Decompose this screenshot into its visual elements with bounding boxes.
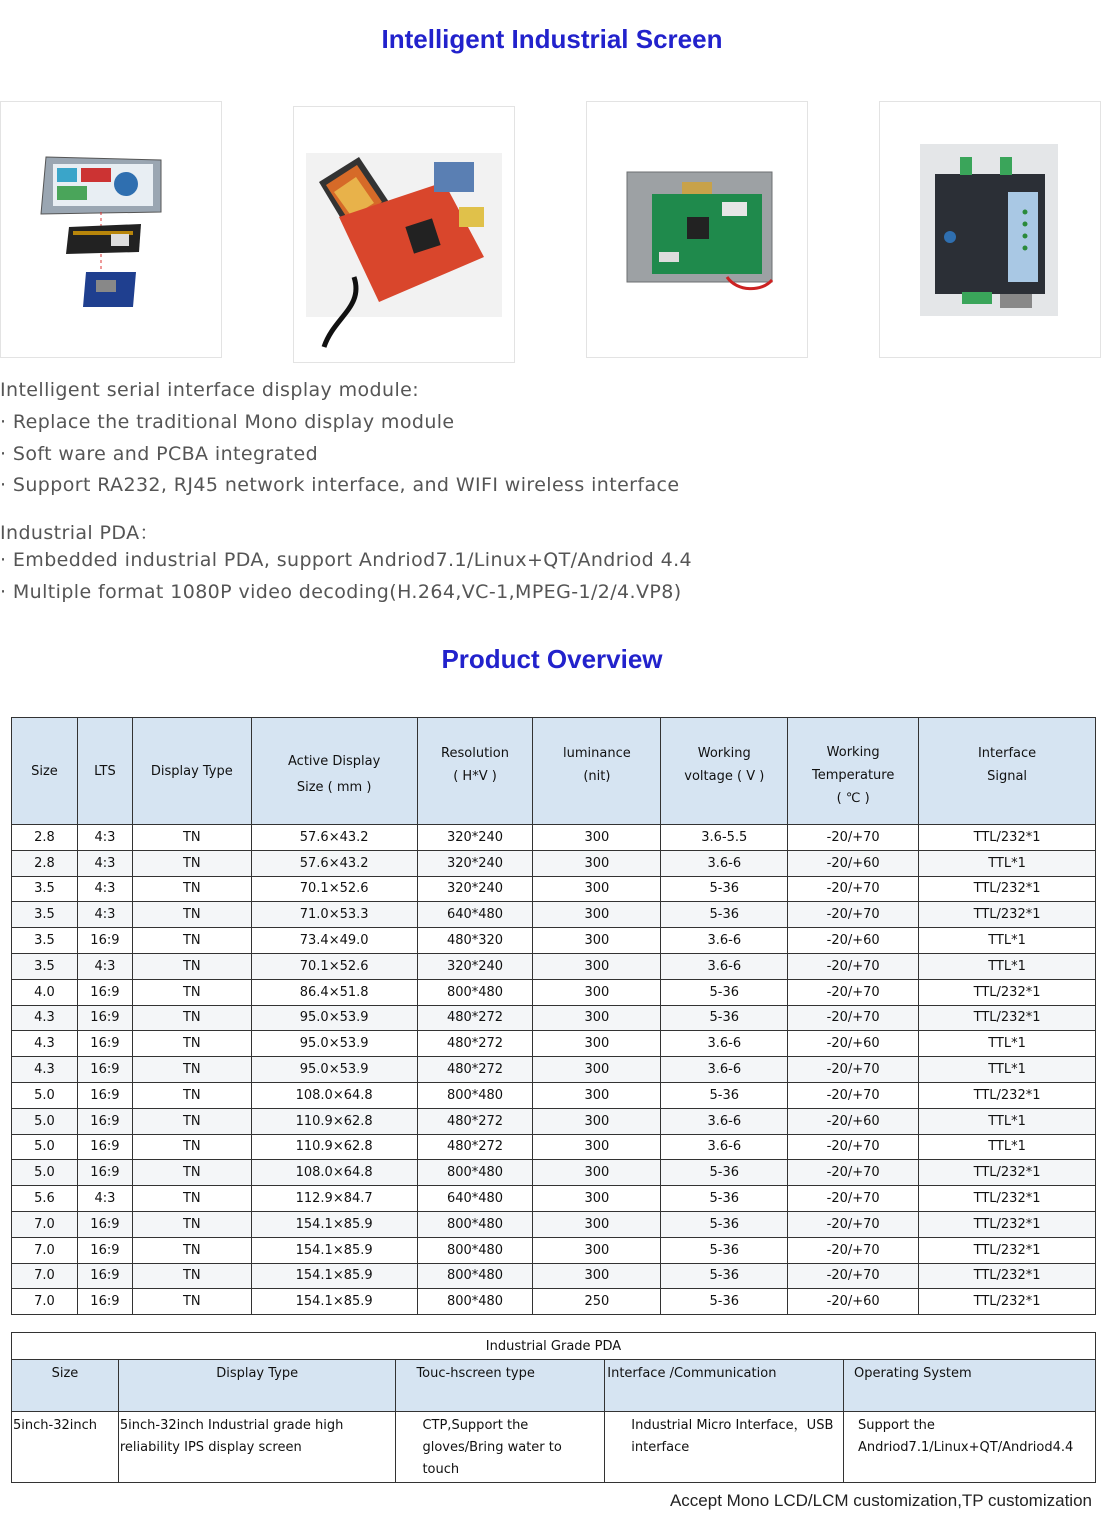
serial-module-heading: Intelligent serial interface display module: xyxy=(0,379,420,401)
spec-cell: 300 xyxy=(533,850,661,876)
spec-cell: TN xyxy=(132,979,251,1005)
spec-cell: 480*272 xyxy=(417,1031,533,1057)
spec-cell: 16:9 xyxy=(77,1108,132,1134)
spec-row xyxy=(12,1108,1096,1134)
spec-cell: TTL/232*1 xyxy=(919,979,1096,1005)
spec-cell: 2.8 xyxy=(12,850,78,876)
spec-cell: 300 xyxy=(533,979,661,1005)
spec-cell: TTL*1 xyxy=(919,1134,1096,1160)
pda-table-caption: Industrial Grade PDA xyxy=(12,1333,1096,1360)
spec-cell: 7.0 xyxy=(12,1211,78,1237)
header-display-type: Display Type xyxy=(132,718,251,825)
spec-cell: 300 xyxy=(533,1186,661,1212)
spec-cell: 250 xyxy=(533,1289,661,1315)
spec-cell: 300 xyxy=(533,1237,661,1263)
spec-cell: TTL*1 xyxy=(919,1057,1096,1083)
spec-row xyxy=(12,1186,1096,1212)
spec-cell: 5-36 xyxy=(661,1263,788,1289)
spec-cell: TTL/232*1 xyxy=(919,1005,1096,1031)
pda-header-size: Size xyxy=(12,1360,119,1412)
spec-cell: 110.9×62.8 xyxy=(251,1108,417,1134)
spec-cell: -20/+70 xyxy=(788,1237,919,1263)
spec-cell: -20/+70 xyxy=(788,902,919,928)
spec-cell: -20/+70 xyxy=(788,825,919,851)
spec-cell: TTL*1 xyxy=(919,953,1096,979)
spec-cell: 5-36 xyxy=(661,979,788,1005)
spec-cell: 320*240 xyxy=(417,876,533,902)
spec-cell: 300 xyxy=(533,1108,661,1134)
spec-cell: 5-36 xyxy=(661,876,788,902)
spec-cell: TTL*1 xyxy=(919,928,1096,954)
spec-cell: 4:3 xyxy=(77,953,132,979)
spec-cell: TN xyxy=(132,876,251,902)
spec-cell: TTL*1 xyxy=(919,1108,1096,1134)
spec-cell: TN xyxy=(132,1108,251,1134)
spec-cell: 300 xyxy=(533,1160,661,1186)
pda-header-display-type: Display Type xyxy=(118,1360,396,1412)
pda-data-row xyxy=(12,1412,1096,1483)
spec-cell: 300 xyxy=(533,902,661,928)
spec-cell: 300 xyxy=(533,1031,661,1057)
spec-cell: -20/+60 xyxy=(788,1289,919,1315)
spec-cell: 5-36 xyxy=(661,1160,788,1186)
spec-cell: -20/+70 xyxy=(788,979,919,1005)
spec-cell: 16:9 xyxy=(77,1160,132,1186)
pda-header-touchscreen-type: Touc-hscreen type xyxy=(396,1360,605,1412)
spec-cell: TN xyxy=(132,1289,251,1315)
spec-cell: 300 xyxy=(533,1211,661,1237)
spec-cell: 154.1×85.9 xyxy=(251,1237,417,1263)
spec-cell: 300 xyxy=(533,876,661,902)
spec-row xyxy=(12,850,1096,876)
spec-cell: TN xyxy=(132,850,251,876)
spec-cell: 70.1×52.6 xyxy=(251,953,417,979)
spec-cell: 16:9 xyxy=(77,1289,132,1315)
spec-cell: 5-36 xyxy=(661,1005,788,1031)
spec-cell: 800*480 xyxy=(417,1082,533,1108)
spec-cell: 16:9 xyxy=(77,1057,132,1083)
spec-cell: 7.0 xyxy=(12,1263,78,1289)
spec-row xyxy=(12,902,1096,928)
spec-row xyxy=(12,1211,1096,1237)
spec-cell: 800*480 xyxy=(417,1289,533,1315)
spec-cell: 800*480 xyxy=(417,979,533,1005)
spec-cell: 5.0 xyxy=(12,1160,78,1186)
spec-cell: 480*272 xyxy=(417,1057,533,1083)
spec-cell: TN xyxy=(132,1160,251,1186)
spec-cell: -20/+70 xyxy=(788,1082,919,1108)
spec-cell: -20/+60 xyxy=(788,928,919,954)
spec-cell: TTL/232*1 xyxy=(919,1160,1096,1186)
spec-cell: 4:3 xyxy=(77,850,132,876)
spec-cell: 4.3 xyxy=(12,1057,78,1083)
pda-cell-interface: Industrial Micro Interface，USB interface xyxy=(605,1412,844,1483)
spec-cell: TN xyxy=(132,1186,251,1212)
product-overview-title: Product Overview xyxy=(441,644,663,674)
spec-cell: -20/+70 xyxy=(788,1211,919,1237)
pda-header-operating-system: Operating System xyxy=(844,1360,1096,1412)
pda-intro-heading: Industrial PDA： xyxy=(0,522,159,544)
spec-cell: 3.6-6 xyxy=(661,1108,788,1134)
spec-cell: -20/+70 xyxy=(788,1057,919,1083)
spec-cell: -20/+70 xyxy=(788,1005,919,1031)
spec-cell: 3.6-6 xyxy=(661,928,788,954)
spec-cell: 108.0×64.8 xyxy=(251,1082,417,1108)
header-resolution: Resolution ( H*V ) xyxy=(417,718,533,825)
spec-cell: 320*240 xyxy=(417,850,533,876)
spec-cell: 3.6-6 xyxy=(661,850,788,876)
spec-cell: 86.4×51.8 xyxy=(251,979,417,1005)
spec-cell: 5-36 xyxy=(661,1186,788,1212)
serial-module-bullet: · Support RA232, RJ45 network interface, and WIFI wireless interface xyxy=(0,474,680,496)
header-working-voltage: Working voltage ( V ) xyxy=(661,718,788,825)
spec-row xyxy=(12,1134,1096,1160)
spec-cell: 3.5 xyxy=(12,902,78,928)
spec-cell: TN xyxy=(132,1005,251,1031)
spec-cell: TTL/232*1 xyxy=(919,876,1096,902)
header-working-temperature: Working Temperature ( ℃ ) xyxy=(788,718,919,825)
spec-cell: 320*240 xyxy=(417,825,533,851)
spec-cell: 16:9 xyxy=(77,1134,132,1160)
spec-cell: 800*480 xyxy=(417,1211,533,1237)
pda-cell-size: 5inch-32inch xyxy=(12,1412,119,1483)
spec-cell: 16:9 xyxy=(77,1031,132,1057)
spec-cell: 3.5 xyxy=(12,953,78,979)
spec-cell: 3.6-6 xyxy=(661,1057,788,1083)
spec-cell: 3.6-5.5 xyxy=(661,825,788,851)
spec-cell: TN xyxy=(132,825,251,851)
spec-cell: 480*320 xyxy=(417,928,533,954)
spec-cell: 800*480 xyxy=(417,1237,533,1263)
spec-cell: 3.5 xyxy=(12,928,78,954)
photo-tft-dev-board xyxy=(293,106,515,363)
spec-cell: -20/+70 xyxy=(788,1134,919,1160)
spec-cell: 57.6×43.2 xyxy=(251,825,417,851)
spec-cell: 154.1×85.9 xyxy=(251,1211,417,1237)
spec-cell: 4:3 xyxy=(77,876,132,902)
spec-row xyxy=(12,1005,1096,1031)
spec-cell: TTL/232*1 xyxy=(919,1237,1096,1263)
spec-cell: 5-36 xyxy=(661,1237,788,1263)
spec-table xyxy=(11,717,1096,1315)
spec-cell: -20/+60 xyxy=(788,1031,919,1057)
pda-table xyxy=(11,1332,1096,1483)
spec-cell: 5-36 xyxy=(661,1082,788,1108)
spec-cell: -20/+70 xyxy=(788,953,919,979)
pda-header-row xyxy=(12,1360,1096,1412)
spec-cell: 4.3 xyxy=(12,1005,78,1031)
spec-cell: 480*272 xyxy=(417,1005,533,1031)
spec-cell: 300 xyxy=(533,953,661,979)
spec-cell: 5.0 xyxy=(12,1082,78,1108)
spec-cell: -20/+70 xyxy=(788,1160,919,1186)
spec-cell: 4:3 xyxy=(77,902,132,928)
spec-cell: 71.0×53.3 xyxy=(251,902,417,928)
spec-cell: TN xyxy=(132,1031,251,1057)
spec-cell: TN xyxy=(132,1237,251,1263)
pda-cell-display-type: 5inch-32inch Industrial grade high reliability IPS display screen xyxy=(118,1412,396,1483)
header-luminance: luminance (nit) xyxy=(533,718,661,825)
spec-cell: 480*272 xyxy=(417,1108,533,1134)
header-size: Size xyxy=(12,718,78,825)
spec-row xyxy=(12,1082,1096,1108)
spec-cell: 300 xyxy=(533,1134,661,1160)
spec-cell: TTL/232*1 xyxy=(919,825,1096,851)
spec-cell: 16:9 xyxy=(77,1005,132,1031)
spec-row xyxy=(12,1160,1096,1186)
spec-cell: -20/+70 xyxy=(788,1186,919,1212)
pda-intro-bullet: · Embedded industrial PDA, support Andriod7.1/Linux+QT/Andriod 4.4 xyxy=(0,549,692,571)
spec-cell: TN xyxy=(132,1082,251,1108)
spec-cell: 300 xyxy=(533,928,661,954)
header-lts: LTS xyxy=(77,718,132,825)
spec-cell: 640*480 xyxy=(417,1186,533,1212)
spec-cell: TTL/232*1 xyxy=(919,1186,1096,1212)
spec-cell: 5.6 xyxy=(12,1186,78,1212)
spec-row xyxy=(12,979,1096,1005)
spec-cell: -20/+70 xyxy=(788,1263,919,1289)
spec-row xyxy=(12,1289,1096,1315)
spec-cell: 112.9×84.7 xyxy=(251,1186,417,1212)
spec-cell: 5-36 xyxy=(661,1289,788,1315)
pda-header-interface: Interface /Communication xyxy=(605,1360,844,1412)
photo-industrial-display-stack xyxy=(0,101,222,358)
spec-cell: TN xyxy=(132,1134,251,1160)
spec-cell: 16:9 xyxy=(77,979,132,1005)
photo-serial-wifi-converter xyxy=(879,101,1101,358)
spec-cell: 95.0×53.9 xyxy=(251,1005,417,1031)
spec-cell: TTL/232*1 xyxy=(919,1263,1096,1289)
spec-cell: 4:3 xyxy=(77,1186,132,1212)
spec-cell: TTL/232*1 xyxy=(919,902,1096,928)
spec-cell: 3.6-6 xyxy=(661,1031,788,1057)
spec-cell: TTL/232*1 xyxy=(919,1289,1096,1315)
customization-note: Accept Mono LCD/LCM customization,TP customization xyxy=(669,1491,1092,1510)
spec-cell: 800*480 xyxy=(417,1263,533,1289)
spec-cell: 300 xyxy=(533,1057,661,1083)
page-title: Intelligent Industrial Screen xyxy=(381,24,723,54)
spec-cell: 110.9×62.8 xyxy=(251,1134,417,1160)
spec-cell: 4:3 xyxy=(77,825,132,851)
spec-cell: 300 xyxy=(533,1005,661,1031)
spec-cell: 5-36 xyxy=(661,902,788,928)
spec-cell: 95.0×53.9 xyxy=(251,1031,417,1057)
spec-cell: 5.0 xyxy=(12,1108,78,1134)
spec-row xyxy=(12,1057,1096,1083)
spec-cell: -20/+60 xyxy=(788,1108,919,1134)
header-interface-signal: Interface Signal xyxy=(919,718,1096,825)
spec-cell: 480*272 xyxy=(417,1134,533,1160)
photo-lcd-panel-with-pcba xyxy=(586,101,808,358)
spec-cell: TTL/232*1 xyxy=(919,1211,1096,1237)
spec-row xyxy=(12,825,1096,851)
spec-cell: 800*480 xyxy=(417,1160,533,1186)
spec-cell: 108.0×64.8 xyxy=(251,1160,417,1186)
spec-cell: 16:9 xyxy=(77,1263,132,1289)
spec-cell: 16:9 xyxy=(77,1082,132,1108)
spec-row xyxy=(12,953,1096,979)
spec-cell: TTL/232*1 xyxy=(919,1082,1096,1108)
spec-cell: 640*480 xyxy=(417,902,533,928)
serial-module-bullet: · Soft ware and PCBA integrated xyxy=(0,443,319,465)
spec-cell: TN xyxy=(132,953,251,979)
pda-cell-os: Support the Andriod7.1/Linux+QT/Andriod4.4 xyxy=(844,1412,1096,1483)
spec-cell: 16:9 xyxy=(77,928,132,954)
spec-cell: 2.8 xyxy=(12,825,78,851)
spec-cell: 70.1×52.6 xyxy=(251,876,417,902)
spec-cell: 57.6×43.2 xyxy=(251,850,417,876)
spec-cell: 73.4×49.0 xyxy=(251,928,417,954)
spec-cell: 7.0 xyxy=(12,1237,78,1263)
spec-cell: 4.0 xyxy=(12,979,78,1005)
spec-cell: 3.6-6 xyxy=(661,1134,788,1160)
spec-cell: 300 xyxy=(533,1082,661,1108)
spec-cell: 7.0 xyxy=(12,1289,78,1315)
spec-cell: TN xyxy=(132,928,251,954)
spec-cell: 16:9 xyxy=(77,1237,132,1263)
pda-intro-bullet: · Multiple format 1080P video decoding(H.264,VC-1,MPEG-1/2/4.VP8) xyxy=(0,581,682,603)
spec-cell: TN xyxy=(132,1057,251,1083)
spec-row xyxy=(12,1263,1096,1289)
spec-cell: -20/+70 xyxy=(788,876,919,902)
header-active-display-size: Active Display Size ( mm ) xyxy=(251,718,417,825)
spec-row xyxy=(12,1237,1096,1263)
spec-cell: TTL*1 xyxy=(919,850,1096,876)
spec-cell: 4.3 xyxy=(12,1031,78,1057)
spec-cell: 95.0×53.9 xyxy=(251,1057,417,1083)
spec-row xyxy=(12,1031,1096,1057)
spec-cell: 3.6-6 xyxy=(661,953,788,979)
spec-cell: TN xyxy=(132,902,251,928)
serial-module-bullet: · Replace the traditional Mono display module xyxy=(0,411,455,433)
spec-cell: 154.1×85.9 xyxy=(251,1289,417,1315)
spec-cell: 5.0 xyxy=(12,1134,78,1160)
spec-cell: 16:9 xyxy=(77,1211,132,1237)
spec-cell: 320*240 xyxy=(417,953,533,979)
spec-cell: 5-36 xyxy=(661,1211,788,1237)
spec-cell: TTL*1 xyxy=(919,1031,1096,1057)
spec-cell: 300 xyxy=(533,825,661,851)
spec-header-row xyxy=(12,718,1096,825)
pda-cell-touchscreen: CTP,Support the gloves/Bring water to touch xyxy=(396,1412,605,1483)
spec-cell: -20/+60 xyxy=(788,850,919,876)
spec-row xyxy=(12,876,1096,902)
spec-cell: 154.1×85.9 xyxy=(251,1263,417,1289)
spec-cell: TN xyxy=(132,1263,251,1289)
spec-cell: TN xyxy=(132,1211,251,1237)
spec-row xyxy=(12,928,1096,954)
spec-cell: 300 xyxy=(533,1263,661,1289)
spec-cell: 3.5 xyxy=(12,876,78,902)
